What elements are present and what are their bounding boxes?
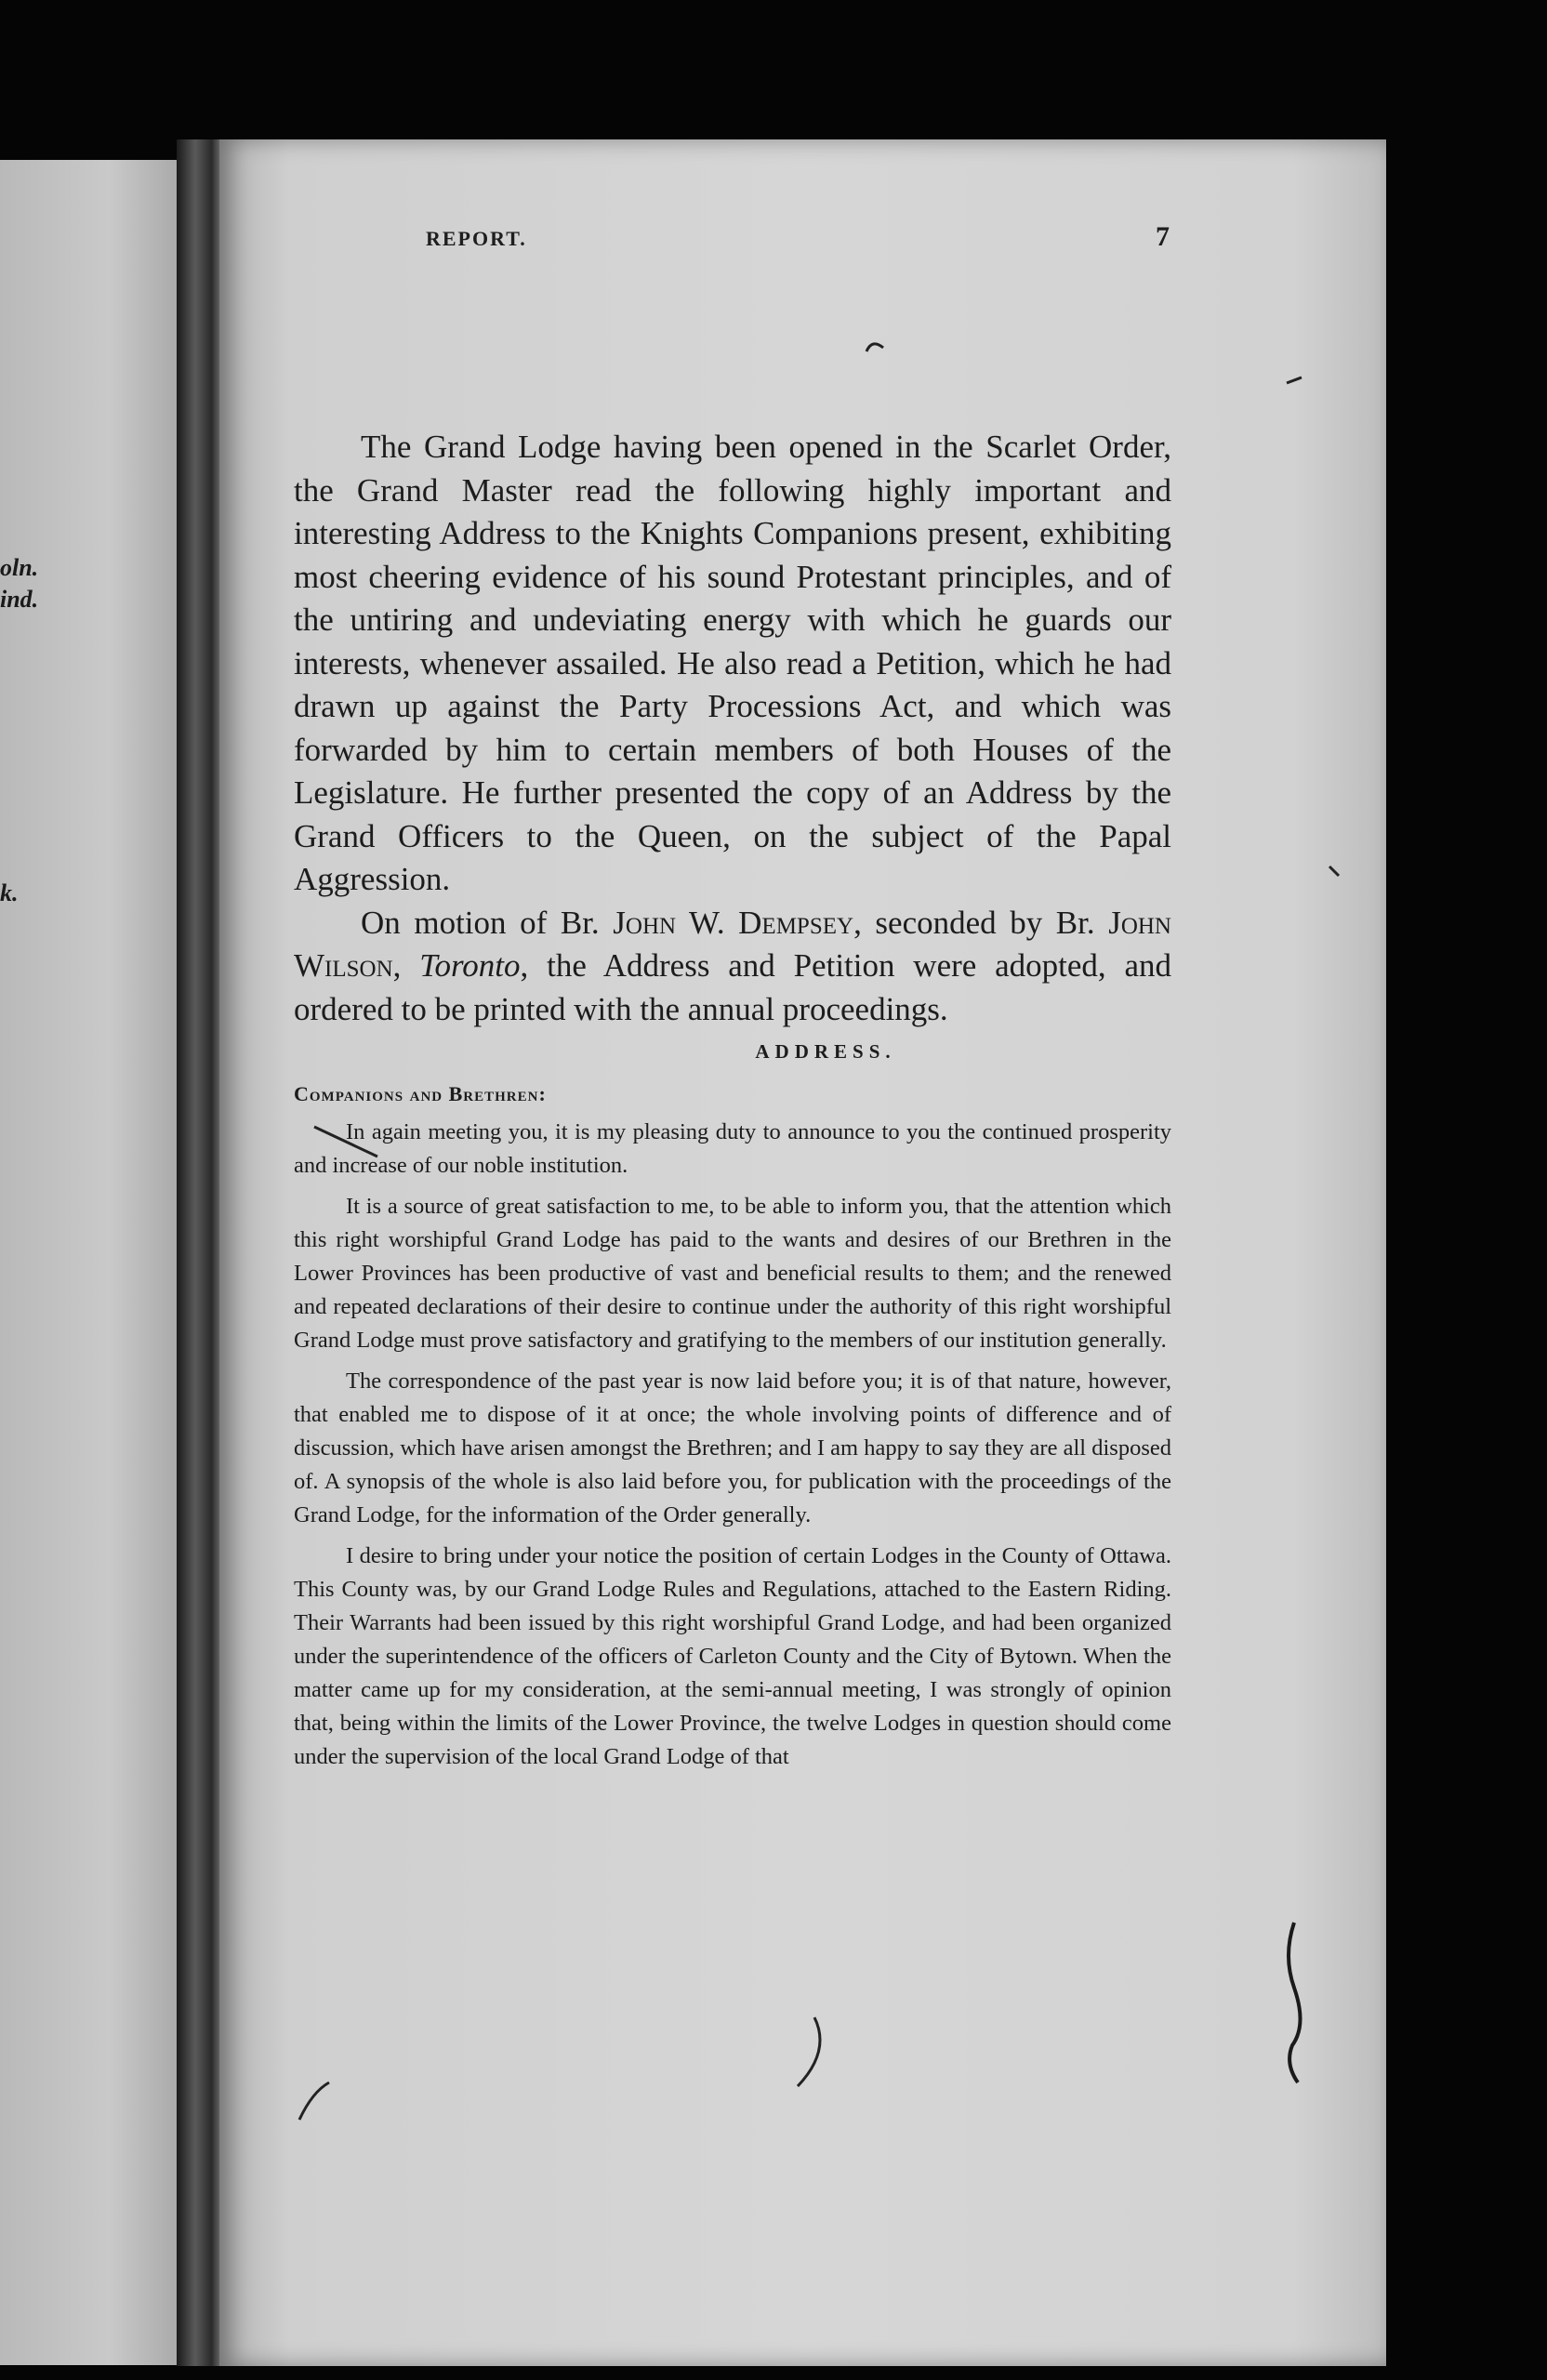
address-heading: ADDRESS. [755, 1040, 896, 1063]
motion-paragraph [294, 902, 1171, 1032]
address-salutation: Companions and Brethren: [294, 1082, 547, 1105]
page-body [294, 426, 1171, 1781]
text-run: On motion of Br. [361, 904, 614, 941]
address-paragraph: It is a source of great satisfaction to me, to be able to inform you, that the attention which this right worshipful Grand Lodge has paid to the wants and desires of our Brethren in the Lower Provinces has been productive of vast and beneficial results to them; and the renewed and repeated declarations of their desire to continue under the authority of this right worshipful Grand Lodge must prove satisfactory and gratifying to the members of our institution generally. [294, 1194, 1171, 1353]
left-page-fragment: k. [0, 879, 19, 906]
running-head: REPORT. [426, 227, 527, 250]
place-name: Toronto [419, 947, 521, 984]
text-run: , the Address and Petition were adopted, and ordered to be printed with the annual proceedings. [294, 947, 1171, 1027]
left-page-fragment: ind. [0, 586, 39, 613]
page-number: 7 [1156, 221, 1170, 252]
book-gutter [177, 139, 223, 2366]
person-name: John Wilson [294, 904, 1171, 984]
page-header [426, 221, 1170, 264]
text-run: , [392, 947, 420, 984]
text-run: , seconded by Br. [853, 904, 1109, 941]
left-facing-page [0, 160, 182, 2365]
report-paragraph: The Grand Lodge having been opened in the Scarlet Order, the Grand Master read the following highly important and interesting Address to the Knights Companions present, exhibiting most cheering evidence of his sound Protestant principles, and of the untiring and undeviating energy with which he guards our interests, whenever assailed. He also read a Petition, which he had drawn up against the Party Processions Act, and which was forwarded by him to certain members of both Houses of the Legislature. He further presented the copy of an Address by the Grand Officers to the Queen, on the subject of the Papal Aggression. [294, 429, 1171, 897]
address-paragraph: The correspondence of the past year is now laid before you; it is of that nature, however, that enabled me to dispose of it at once; the whole involving points of difference and of discussion, which have arisen amongst the Brethren; and I am happy to say they are all disposed of. A synopsis of the whole is also laid before you, for publication with the proceedings of the Grand Lodge, for the information of the Order generally. [294, 1368, 1171, 1527]
left-page-fragment: oln. [0, 554, 39, 581]
address-paragraph: I desire to bring under your notice the position of certain Lodges in the County of Ottawa. This County was, by our Grand Lodge Rules and Regulations, attached to the Eastern Riding. Their Warrants had been issued by this right worshipful Grand Lodge, and had been organized under the superintendence of the officers of Carleton County and the City of Bytown. When the matter came up for my consideration, at the semi-annual meeting, I was strongly of opinion that, being within the limits of the Lower Province, the twelve Lodges in question should come under the supervision of the local Grand Lodge of that [294, 1543, 1171, 1769]
person-name: John W. Dempsey [613, 904, 854, 941]
address-paragraph: In again meeting you, it is my pleasing duty to announce to you the continued prosperity and increase of our noble institution. [294, 1119, 1171, 1178]
